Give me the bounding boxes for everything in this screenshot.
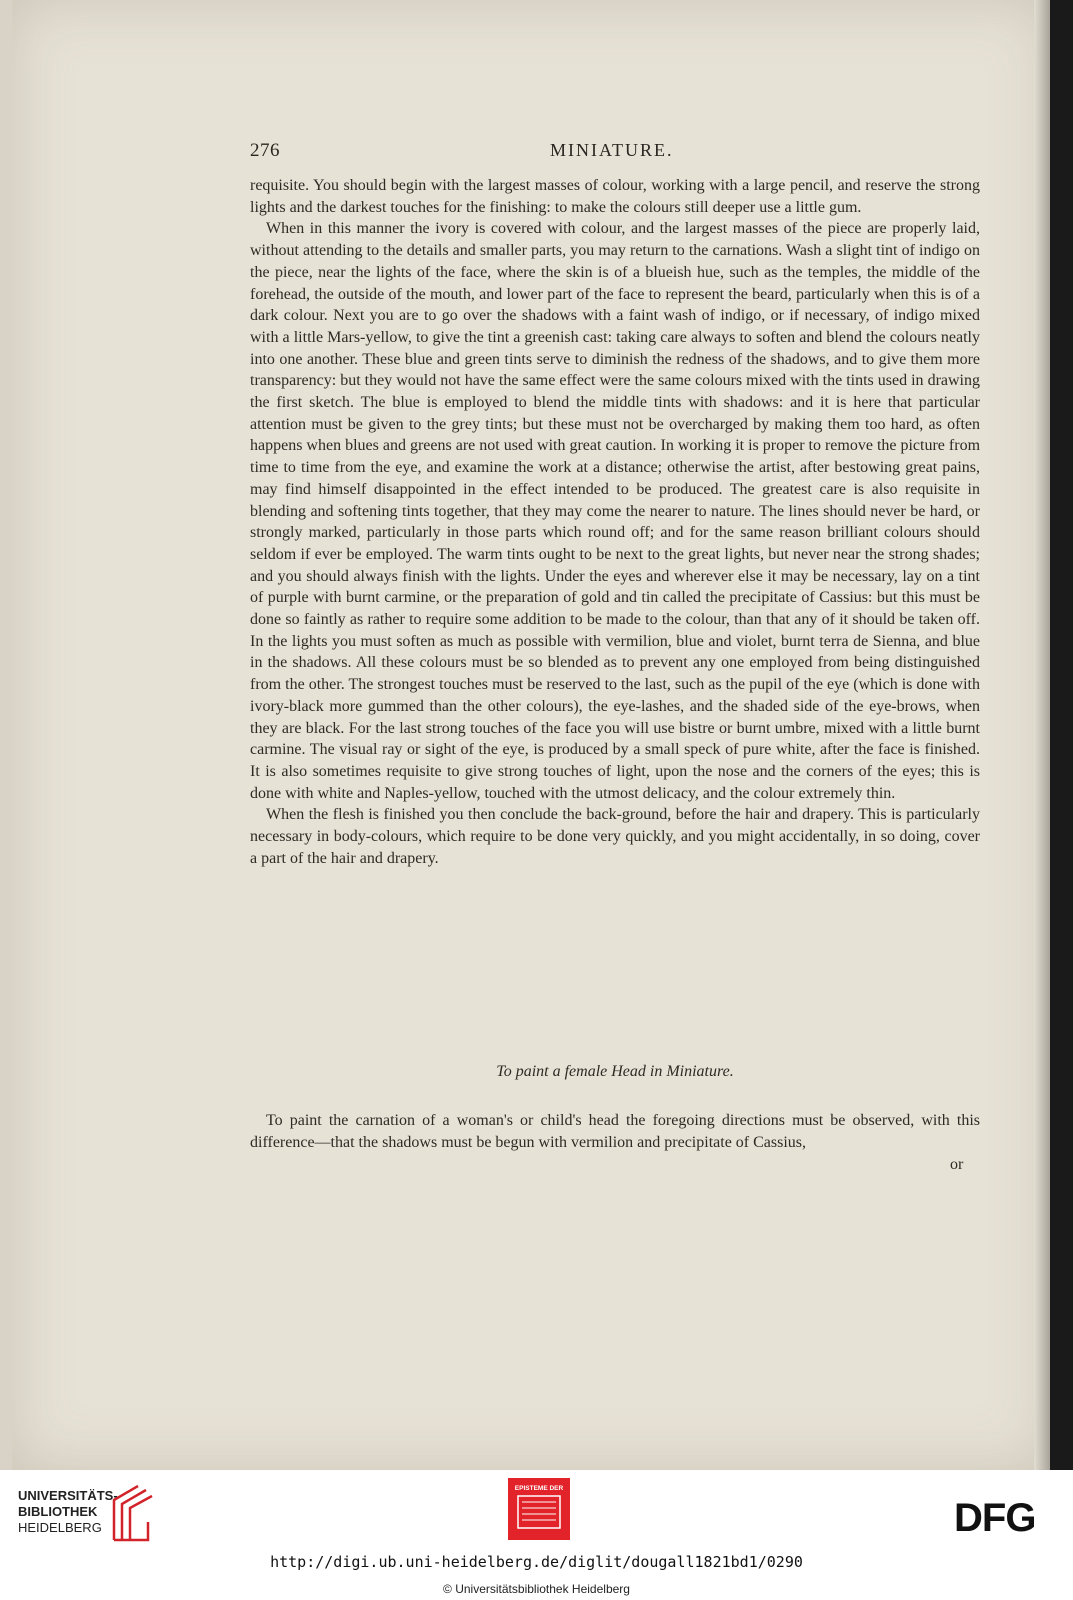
scan-border: [1050, 0, 1073, 1470]
library-line-2: BIBLIOTHEK: [18, 1504, 98, 1519]
library-mark-icon: [108, 1482, 154, 1544]
section-paragraph: To paint the carnation of a woman's or child's head the foregoing directions must be observed, with this difference—that the shadows must be begun with vermilion and precipitate of Cassius,: [250, 1112, 980, 1151]
episteme-logo-text: EPISTEME DER: [514, 1485, 564, 1492]
catchword: or: [950, 1156, 964, 1173]
running-title: MINIATURE.: [550, 140, 674, 160]
episteme-logo-icon: [508, 1478, 570, 1540]
copyright-notice: © Universitätsbibliothek Heidelberg: [443, 1582, 630, 1596]
page-header: [250, 140, 985, 170]
library-logo-text[interactable]: [18, 1488, 118, 1536]
page-edge: [1034, 0, 1050, 1470]
section-heading: To paint a female Head in Miniature.: [496, 1063, 734, 1080]
library-line-3: HEIDELBERG: [18, 1520, 102, 1535]
paragraph-2: When in this manner the ivory is covered with colour, and the largest masses of the piece are properly laid, without attending to the details and smaller parts, you may return to the carnations. Wash a slight tint of indigo on the piece, near the lights of the face, where the skin is of a blueish hue, such as the temples, the middle of the forehead, the outside of the mouth, and lower part of the face to represent the beard, particularly when this is of a dark colour. Next you are to go over the shadows with a faint wash of indigo, or if necessary, of indigo mixed with a little Mars-yellow, to give the tint a greenish cast: taking care always to soften and blend the colours neatly into one another. These blue and green tints serve to diminish the redness of the shadows, and to give them more transparency: but they would not have the same effect were the same colours mixed with the tints used in drawing the first sketch. The blue is employed to blend the middle tints with shadows: and it is here that particular attention must be given to the grey tints; but these must not be overcharged by making them too hard, as often happens when blues and greens are not used with great caution. In working it is proper to remove the picture from time to time from the eye, and examine the work at a distance; otherwise the artist, after bestowing great pains, may find himself disappointed in the effect intended to be produced. The greatest care is also requisite in blending and softening tints together, that they may come the nearer to nature. The lines should never be hard, or strongly marked, particularly in those parts which round off; and for the same reason brilliant colours should seldom if ever be employed. The warm tints ought to be next to the great lights, but never near the strong shades; and you should always finish with the lights. Under the eyes and wherever else it may be necessary, lay on a tint of purple with burnt carmine, or the preparation of gold and tin called the precipitate of Cassius: but this must be done so faintly as rather to require some addition to be made to the colour, than that any of it should be taken off. In the lights you must soften as much as possible with vermilion, blue and violet, burnt terra de Sienna, and blue in the shadows. All these colours must be so blended as to prevent any one employed from being distinguished from the other. The strongest touches must be reserved to the last, such as the pupil of the eye (which is done with ivory-black more gummed than the other colours), the eye-lashes, and the shaded side of the eye-brows, when they are black. For the last strong touches of the face you will use bistre or burnt umbre, mixed with a little burnt carmine. The visual ray or sight of the eye, is produced by a small speck of pure white, after the face is finished. It is also sometimes requisite to give strong touches of light, upon the nose and the corners of the eyes; this is done with white and Naples-yellow, touched with the utmost delicacy, and the colour extremely thin.: [250, 220, 981, 802]
paragraph-3: When the flesh is finished you then conclude the back-ground, before the hair and drapery. This is particularly necessary in body-colours, which require to be done very quickly, and you might accidentally, in so doing, cover a part of the hair and drapery.: [250, 806, 980, 867]
paragraph-1: requisite. You should begin with the largest masses of colour, working with a large pencil, and reserve the strong lights and the darkest touches for the finishing: to make the colours still deeper use a little gum.: [250, 177, 980, 216]
permalink-url[interactable]: http://digi.ub.uni-heidelberg.de/diglit/dougall1821bd1/0290: [270, 1553, 803, 1571]
page-number: 276: [250, 140, 280, 161]
body-text: [250, 175, 980, 870]
episteme-logo[interactable]: [508, 1478, 570, 1540]
dfg-logo[interactable]: DFG: [954, 1496, 1036, 1540]
library-line-1: UNIVERSITÄTS-: [18, 1488, 118, 1503]
